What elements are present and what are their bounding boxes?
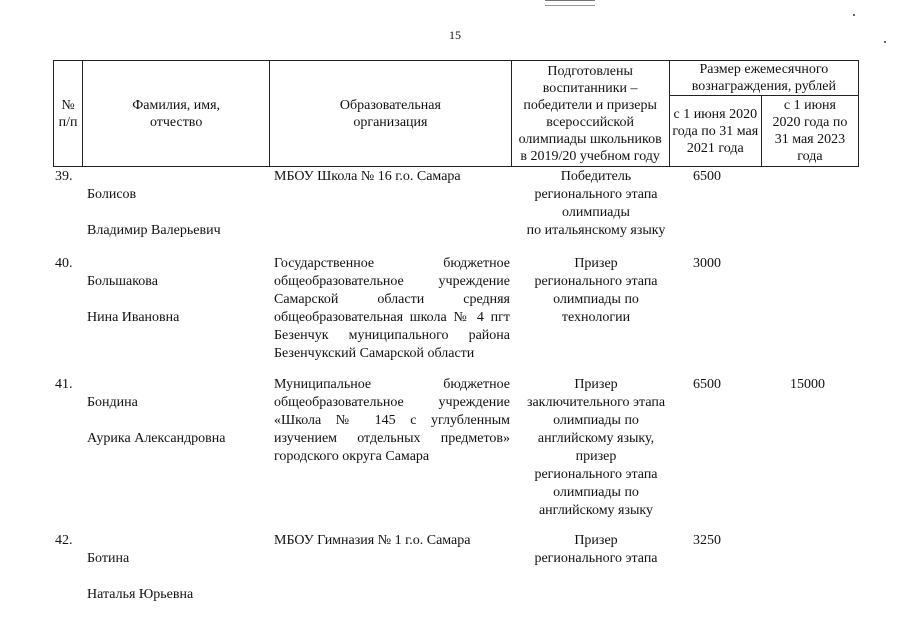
row-number: 39. xyxy=(55,169,73,184)
scan-mark xyxy=(545,0,595,6)
row-name: Болисов Владимир Валерьевич xyxy=(87,187,221,238)
row-achievement: Победитель регионального этапа олимпиады по итальянскому языку xyxy=(526,169,666,238)
row-number: 42. xyxy=(55,533,73,548)
header-name: Фамилия, имя, отчество xyxy=(83,61,270,167)
row-award-2021: 3250 xyxy=(693,533,721,548)
row-name: Бондина Аурика Александровна xyxy=(87,395,226,446)
row-name: Большакова Нина Ивановна xyxy=(87,274,180,325)
table-header xyxy=(53,60,859,167)
row-organization: Муниципальное бюджетное общеобразовательное учреждение «Школа № 145 с углубленным изучением отдельных предметов» городского округа Самара xyxy=(274,377,510,464)
page-number: 15 xyxy=(449,28,461,42)
row-organization: МБОУ Школа № 16 г.о. Самара xyxy=(274,169,461,184)
row-organization: Государственное бюджетное общеобразовательное учреждение Самарской области средняя общеобразовательная школа № 4 пгт Безенчук муниципального района Безенчукский Самарской области xyxy=(274,256,510,361)
row-award-2021: 6500 xyxy=(693,169,721,184)
row-organization: МБОУ Гимназия № 1 г.о. Самара xyxy=(274,533,471,548)
scan-speck xyxy=(853,14,855,16)
header-num: № п/п xyxy=(54,61,83,167)
row-achievement: Призер регионального этапа олимпиады по технологии xyxy=(534,256,658,325)
row-achievement: Призер регионального этапа xyxy=(534,533,658,566)
scan-speck xyxy=(884,41,886,43)
row-award-2023: 15000 xyxy=(790,377,825,392)
header-period-2: с 1 июня 2020 года по 31 мая 2023 года xyxy=(761,96,858,167)
row-award-2021: 6500 xyxy=(693,377,721,392)
row-achievement: Призер заключительного этапа олимпиады по английскому языку, призер регионального этапа олимпиады по английскому языку xyxy=(526,377,666,518)
header-award-title: Размер ежемесячного вознаграждения, рублей xyxy=(669,61,858,96)
row-number: 40. xyxy=(55,256,73,271)
row-name: Ботина Наталья Юрьевна xyxy=(87,551,194,602)
row-award-2021: 3000 xyxy=(693,256,721,271)
header-period-1: с 1 июня 2020 года по 31 мая 2021 года xyxy=(669,96,761,167)
header-prepared: Подготовлены воспитанники – победители и призеры всероссийской олимпиады школьников в 2019/20 учебном году xyxy=(511,61,669,167)
row-number: 41. xyxy=(55,377,73,392)
header-org: Образовательная организация xyxy=(270,61,511,167)
